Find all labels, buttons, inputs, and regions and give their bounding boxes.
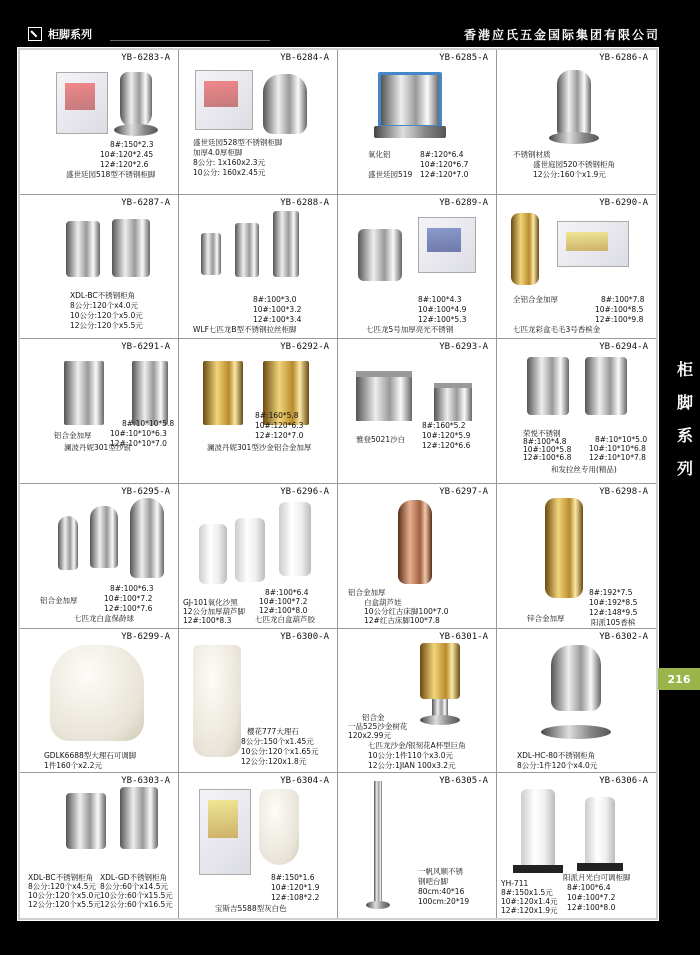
product-code: YB-6303-A <box>121 776 170 787</box>
side-tab-char: 列 <box>676 459 693 478</box>
product-cell[interactable] <box>20 339 179 484</box>
spec-line: 10#:100*7.2 <box>104 594 153 603</box>
product-cell[interactable] <box>497 195 656 340</box>
spec-line: 12#:100*9.8 <box>595 314 644 324</box>
product-cell[interactable] <box>497 773 656 918</box>
product-cell[interactable] <box>179 50 338 195</box>
product-leg-base <box>513 865 563 873</box>
product-code: YB-6295-A <box>121 487 170 497</box>
product-code: YB-6284-A <box>280 53 329 63</box>
spec-line: 12#红古床脚100*7.8 <box>364 616 440 625</box>
product-cell[interactable] <box>338 50 497 195</box>
section-label <box>28 26 92 42</box>
product-leg-image <box>193 645 241 757</box>
spec-line: 8#:100*7.8 <box>601 294 645 304</box>
spec-line: 12#:120*2.6 <box>100 160 149 169</box>
spec-line: 10#:100*4.9 <box>418 304 467 314</box>
product-leg-image <box>398 500 432 584</box>
spec-line: 8公分:1件120个x4.0元 <box>517 760 598 770</box>
spec-line: 10公分:120个x1.65元 <box>241 746 319 756</box>
product-leg-image <box>130 498 164 578</box>
spec-line: 12公分:120x1.8元 <box>241 756 307 766</box>
product-name: 宝斯吉5588型灰白色 <box>215 904 287 914</box>
product-box-image <box>418 217 476 273</box>
spec-line: 12#:120*7.0 <box>255 431 304 441</box>
spec-line: 12公分:120个x5.5元 <box>28 900 101 910</box>
product-cell[interactable] <box>338 773 497 918</box>
page-number: 216 <box>658 668 700 690</box>
spec-line: 10公分:1件110个x3.0元 <box>368 750 454 760</box>
product-code: YB-6304-A <box>280 776 329 787</box>
product-code: YB-6294-A <box>599 342 648 353</box>
product-name: GJ-101氧化沙黑 <box>183 598 238 607</box>
product-cell[interactable] <box>497 50 656 195</box>
spec-line: 80cm:40*16 <box>418 887 465 897</box>
spec-line: 10#:120x1.4元 <box>501 897 558 907</box>
product-leg-image <box>434 383 472 421</box>
product-leg-image <box>378 72 442 128</box>
product-name: XDL-HC-80不锈钢柜角 <box>517 750 596 760</box>
spec-line: 12#:100*8.0 <box>567 903 616 913</box>
product-cell[interactable] <box>20 629 179 774</box>
product-leg-image <box>356 371 412 421</box>
product-code: YB-6290-A <box>599 197 648 208</box>
material-label: 锌合金加厚 <box>527 614 565 623</box>
product-leg-image <box>235 518 265 582</box>
product-leg-image <box>279 502 311 576</box>
product-box-image <box>199 789 251 875</box>
spec-line: 100cm:20*19 <box>418 897 470 907</box>
spec-line: 10#:100*7.2 <box>259 597 308 606</box>
product-code: YB-6297-A <box>439 487 488 497</box>
product-code: YB-6291-A <box>121 342 170 353</box>
section-title: 柜脚系列 <box>48 28 92 41</box>
product-name: 白盒葫芦娃 <box>364 598 402 607</box>
product-cell[interactable] <box>338 195 497 340</box>
product-leg-base <box>420 715 460 725</box>
spec-line: 12公分:1JIAN 100x3.2元 <box>368 760 456 770</box>
spec-line: 12#:108*2.2 <box>271 893 320 903</box>
product-name: 七匹龙彩盒毛毛3号香槟金 <box>513 324 601 334</box>
product-cell[interactable] <box>338 629 497 774</box>
spec-line: 10公分红古床脚100*7.0 <box>364 607 449 616</box>
spec-line: 加厚4.0厚柜脚 <box>193 148 243 157</box>
product-leg-image <box>374 781 382 907</box>
spec-line: 12#:148*9.5 <box>589 608 638 617</box>
product-leg-image <box>203 361 243 425</box>
product-code: YB-6298-A <box>599 487 648 497</box>
category-side-tab <box>670 355 700 655</box>
spec-line: 8#:160*5.8 <box>255 411 299 421</box>
spec-line: 10#:100*5.8 <box>523 445 572 455</box>
product-leg-image <box>511 213 539 285</box>
product-name: 澜波丹妮301型沙银 <box>64 443 131 453</box>
spec-line: 8#:120*6.4 <box>420 150 464 159</box>
product-name: WLF七匹龙B型不锈钢拉丝柜脚 <box>193 324 297 334</box>
product-leg-base <box>374 126 446 138</box>
spec-line: 8公分:120个x4.0元 <box>70 300 138 310</box>
product-code: YB-6293-A <box>439 342 488 353</box>
material-label: 氧化铝 <box>368 150 391 159</box>
spec-line: 12公分:120个x5.5元 <box>70 320 143 330</box>
product-code: YB-6301-A <box>439 631 488 642</box>
material-label: 铝合金加厚 <box>54 431 92 441</box>
product-name: 和发拉丝专用(精品) <box>551 465 617 475</box>
spec-line: 10#:100*3.2 <box>253 304 302 314</box>
product-leg-image <box>120 787 158 849</box>
product-code: YB-6289-A <box>439 197 488 208</box>
spec-line: 10#:120*2.45 <box>100 150 154 159</box>
product-leg-base <box>549 132 599 144</box>
product-code: YB-6283-A <box>121 53 170 63</box>
spec-line: 8#:150x1.5元 <box>501 888 553 898</box>
page-header <box>0 0 700 44</box>
product-leg-image <box>557 70 591 136</box>
spec-line: 10#:10*10*6.3 <box>110 429 167 439</box>
product-name: 钢吧台脚 <box>418 877 448 887</box>
spec-line: 12公分:160个x1.9元 <box>533 170 606 179</box>
product-cell[interactable] <box>497 629 656 774</box>
spec-line: 8#:10*10*5.0 <box>595 435 648 445</box>
spec-line: 12#:100*3.4 <box>253 314 302 324</box>
product-leg-image <box>120 72 152 128</box>
spec-line: 8公分:150个x1.45元 <box>241 736 314 746</box>
product-name: XDL-BC不锈钢柜角 <box>70 290 136 300</box>
spec-line: 10#:192*8.5 <box>589 598 638 607</box>
product-box-image <box>195 70 253 130</box>
product-name: 樱花777大理石 <box>247 726 299 736</box>
spec-line: 8#:10*10*5.8 <box>122 419 175 429</box>
product-leg-base <box>366 901 390 909</box>
spec-line: 8#:100*4.8 <box>523 437 567 447</box>
spec-line: 8#:192*7.5 <box>589 588 633 597</box>
product-name: XDL-GD不锈钢柜角 <box>100 873 168 883</box>
product-box-image <box>557 221 629 267</box>
product-leg-image <box>358 229 402 281</box>
product-leg-image <box>432 699 448 717</box>
product-code: YB-6285-A <box>439 53 488 63</box>
spec-line: 12#:120*6.6 <box>422 441 471 451</box>
material-label: 不锈钢材质 <box>513 150 551 159</box>
product-cell[interactable] <box>20 195 179 340</box>
material-label: 铝合金加厚 <box>40 596 78 605</box>
product-cell[interactable] <box>497 339 656 484</box>
spec-line: 10#:120*6.7 <box>420 160 469 169</box>
spec-line: 8#:100*3.0 <box>253 294 297 304</box>
product-name: 阳派105香槟 <box>591 618 636 627</box>
spec-line: 120x2.99元 <box>348 730 391 740</box>
product-leg-image <box>527 357 569 415</box>
product-code: YB-6287-A <box>121 197 170 208</box>
product-leg-image <box>66 221 100 277</box>
spec-line: 8公分: 1x160x2.3元 <box>193 158 266 167</box>
spec-line: 12#:100*6.8 <box>523 453 572 463</box>
spec-line: 12#:120*7.0 <box>420 170 469 179</box>
product-leg-image <box>420 643 460 699</box>
product-code: YB-6296-A <box>280 487 329 497</box>
spec-line: 10#:100*7.2 <box>567 893 616 903</box>
side-tab-char: 系 <box>676 426 693 445</box>
product-name: 阳派月光白可调柜脚 <box>563 873 631 883</box>
spec-line: 8公分:120个x4.5元 <box>28 882 96 892</box>
product-name: GDLK6688型大理石可调脚 <box>44 750 137 760</box>
product-name: 七匹龙5号加厚亮光不锈钢 <box>366 324 454 334</box>
product-cell[interactable] <box>20 50 179 195</box>
spec-line: 1件160个x2.2元 <box>44 760 102 770</box>
product-cell[interactable] <box>179 629 338 774</box>
product-cell[interactable] <box>179 339 338 484</box>
product-leg-base <box>577 863 623 871</box>
product-leg-base <box>541 725 611 739</box>
side-tab-char: 脚 <box>676 393 693 412</box>
arrow-box-icon <box>28 27 42 41</box>
product-name: 雅登5021沙白 <box>356 435 406 445</box>
product-name: 一品525沙金树花 <box>348 721 408 731</box>
product-box-image <box>56 72 108 134</box>
spec-line: 12#:100*8.3 <box>183 616 232 625</box>
product-name: YH-711 <box>501 879 529 889</box>
header-divider <box>110 40 270 41</box>
spec-line: 10#:10*10*6.8 <box>589 444 646 454</box>
product-cell[interactable] <box>20 484 179 629</box>
spec-line: 12#:100*7.6 <box>104 604 153 613</box>
spec-line: 8#:150*1.6 <box>271 873 315 883</box>
spec-line: 8#:100*4.3 <box>418 294 462 304</box>
product-code: YB-6292-A <box>280 342 329 353</box>
product-code: YB-6286-A <box>599 53 648 63</box>
product-leg-image <box>58 516 78 570</box>
company-name: 香港应氏五金国际集团有限公司 <box>463 28 660 42</box>
product-name: 七匹龙白盒保龄球 <box>74 614 134 623</box>
spec-line: 8#:100*6.3 <box>110 584 154 593</box>
side-tab-char: 柜 <box>676 360 693 379</box>
spec-line: 12#:120x1.9元 <box>501 906 558 916</box>
product-cell[interactable] <box>20 773 179 918</box>
product-leg-image <box>521 789 555 869</box>
product-code: YB-6299-A <box>121 631 170 642</box>
spec-line: 12#:10*10*7.8 <box>589 453 646 463</box>
spec-line: 10公分:60个x15.5元 <box>100 891 173 901</box>
product-code: YB-6300-A <box>280 631 329 642</box>
spec-line: 8公分:60个x14.5元 <box>100 882 168 892</box>
product-cell[interactable] <box>179 195 338 340</box>
product-name: 盛世廷园528型不锈钢柜脚 <box>193 138 283 147</box>
product-cell[interactable] <box>338 339 497 484</box>
product-grid <box>20 50 656 918</box>
spec-line: 8#:150*2.3 <box>110 140 154 149</box>
product-leg-image <box>66 793 106 849</box>
spec-line: 10公分:120个x5.0元 <box>28 891 101 901</box>
material-label: 全铝合金加厚 <box>513 294 558 304</box>
product-leg-image <box>585 357 627 415</box>
product-name: 荣悦不锈钢 <box>523 429 561 439</box>
product-leg-image <box>551 645 601 711</box>
product-name: 澜波丹妮301型沙金铝合金加厚 <box>207 443 312 453</box>
product-leg-image <box>235 223 259 277</box>
product-leg-image <box>90 506 118 568</box>
product-leg-image <box>132 361 168 425</box>
product-name: 盛世廷园519 <box>368 170 413 179</box>
product-leg-base <box>114 124 158 136</box>
product-cell[interactable] <box>179 773 338 918</box>
product-leg-image <box>201 233 221 275</box>
product-leg-image <box>50 645 144 741</box>
product-leg-image <box>263 74 307 134</box>
spec-line: 12公分加厚葫芦脚 <box>183 607 246 616</box>
product-code: YB-6306-A <box>599 776 648 787</box>
spec-line: 10#:120*5.9 <box>422 431 471 441</box>
spec-line: 10#:120*1.9 <box>271 883 320 893</box>
product-leg-image <box>585 797 615 867</box>
product-leg-image <box>259 789 299 865</box>
product-code: YB-6288-A <box>280 197 329 208</box>
material-label: 铝合金加厚 <box>348 588 386 597</box>
product-leg-image <box>112 219 150 277</box>
spec-line: 12公分:60个x16.5元 <box>100 900 173 910</box>
material-label: 铝合金 <box>362 712 385 722</box>
spec-line: 8#:100*6.4 <box>265 588 309 597</box>
product-leg-image <box>199 524 227 584</box>
product-leg-image <box>64 361 104 425</box>
product-leg-image <box>545 498 583 598</box>
spec-line: 10#:120*6.3 <box>255 421 304 431</box>
product-name: 盛世廷园518型不锈钢柜脚 <box>66 170 156 179</box>
product-code: YB-6305-A <box>439 776 488 787</box>
spec-line: 12#:100*8.0 <box>259 606 308 615</box>
product-cell[interactable] <box>338 484 497 629</box>
spec-line: 12#:10*10*7.0 <box>110 439 167 449</box>
spec-line: 10#:100*8.5 <box>595 304 644 314</box>
spec-line: 10公分:120个x5.0元 <box>70 310 143 320</box>
product-name: 七匹龙白盒葫芦胶 <box>255 615 315 624</box>
product-leg-image <box>273 211 299 277</box>
spec-line: 10公分: 160x2.45元 <box>193 168 266 177</box>
product-name: 盛世庭园520不锈钢柜角 <box>533 160 615 169</box>
product-name: 七匹龙沙金/银刻花A杯型巨角 <box>368 740 466 750</box>
product-name: XDL-BC不锈钢柜角 <box>28 873 94 883</box>
spec-line: 8#:160*5.2 <box>422 421 466 431</box>
product-code: YB-6302-A <box>599 631 648 642</box>
spec-line: 12#:100*5.3 <box>418 314 467 324</box>
product-name: 一帆风顺不锈 <box>418 867 463 877</box>
spec-line: 8#:100*6.4 <box>567 883 611 893</box>
product-cell[interactable] <box>497 484 656 629</box>
product-cell[interactable] <box>179 484 338 629</box>
